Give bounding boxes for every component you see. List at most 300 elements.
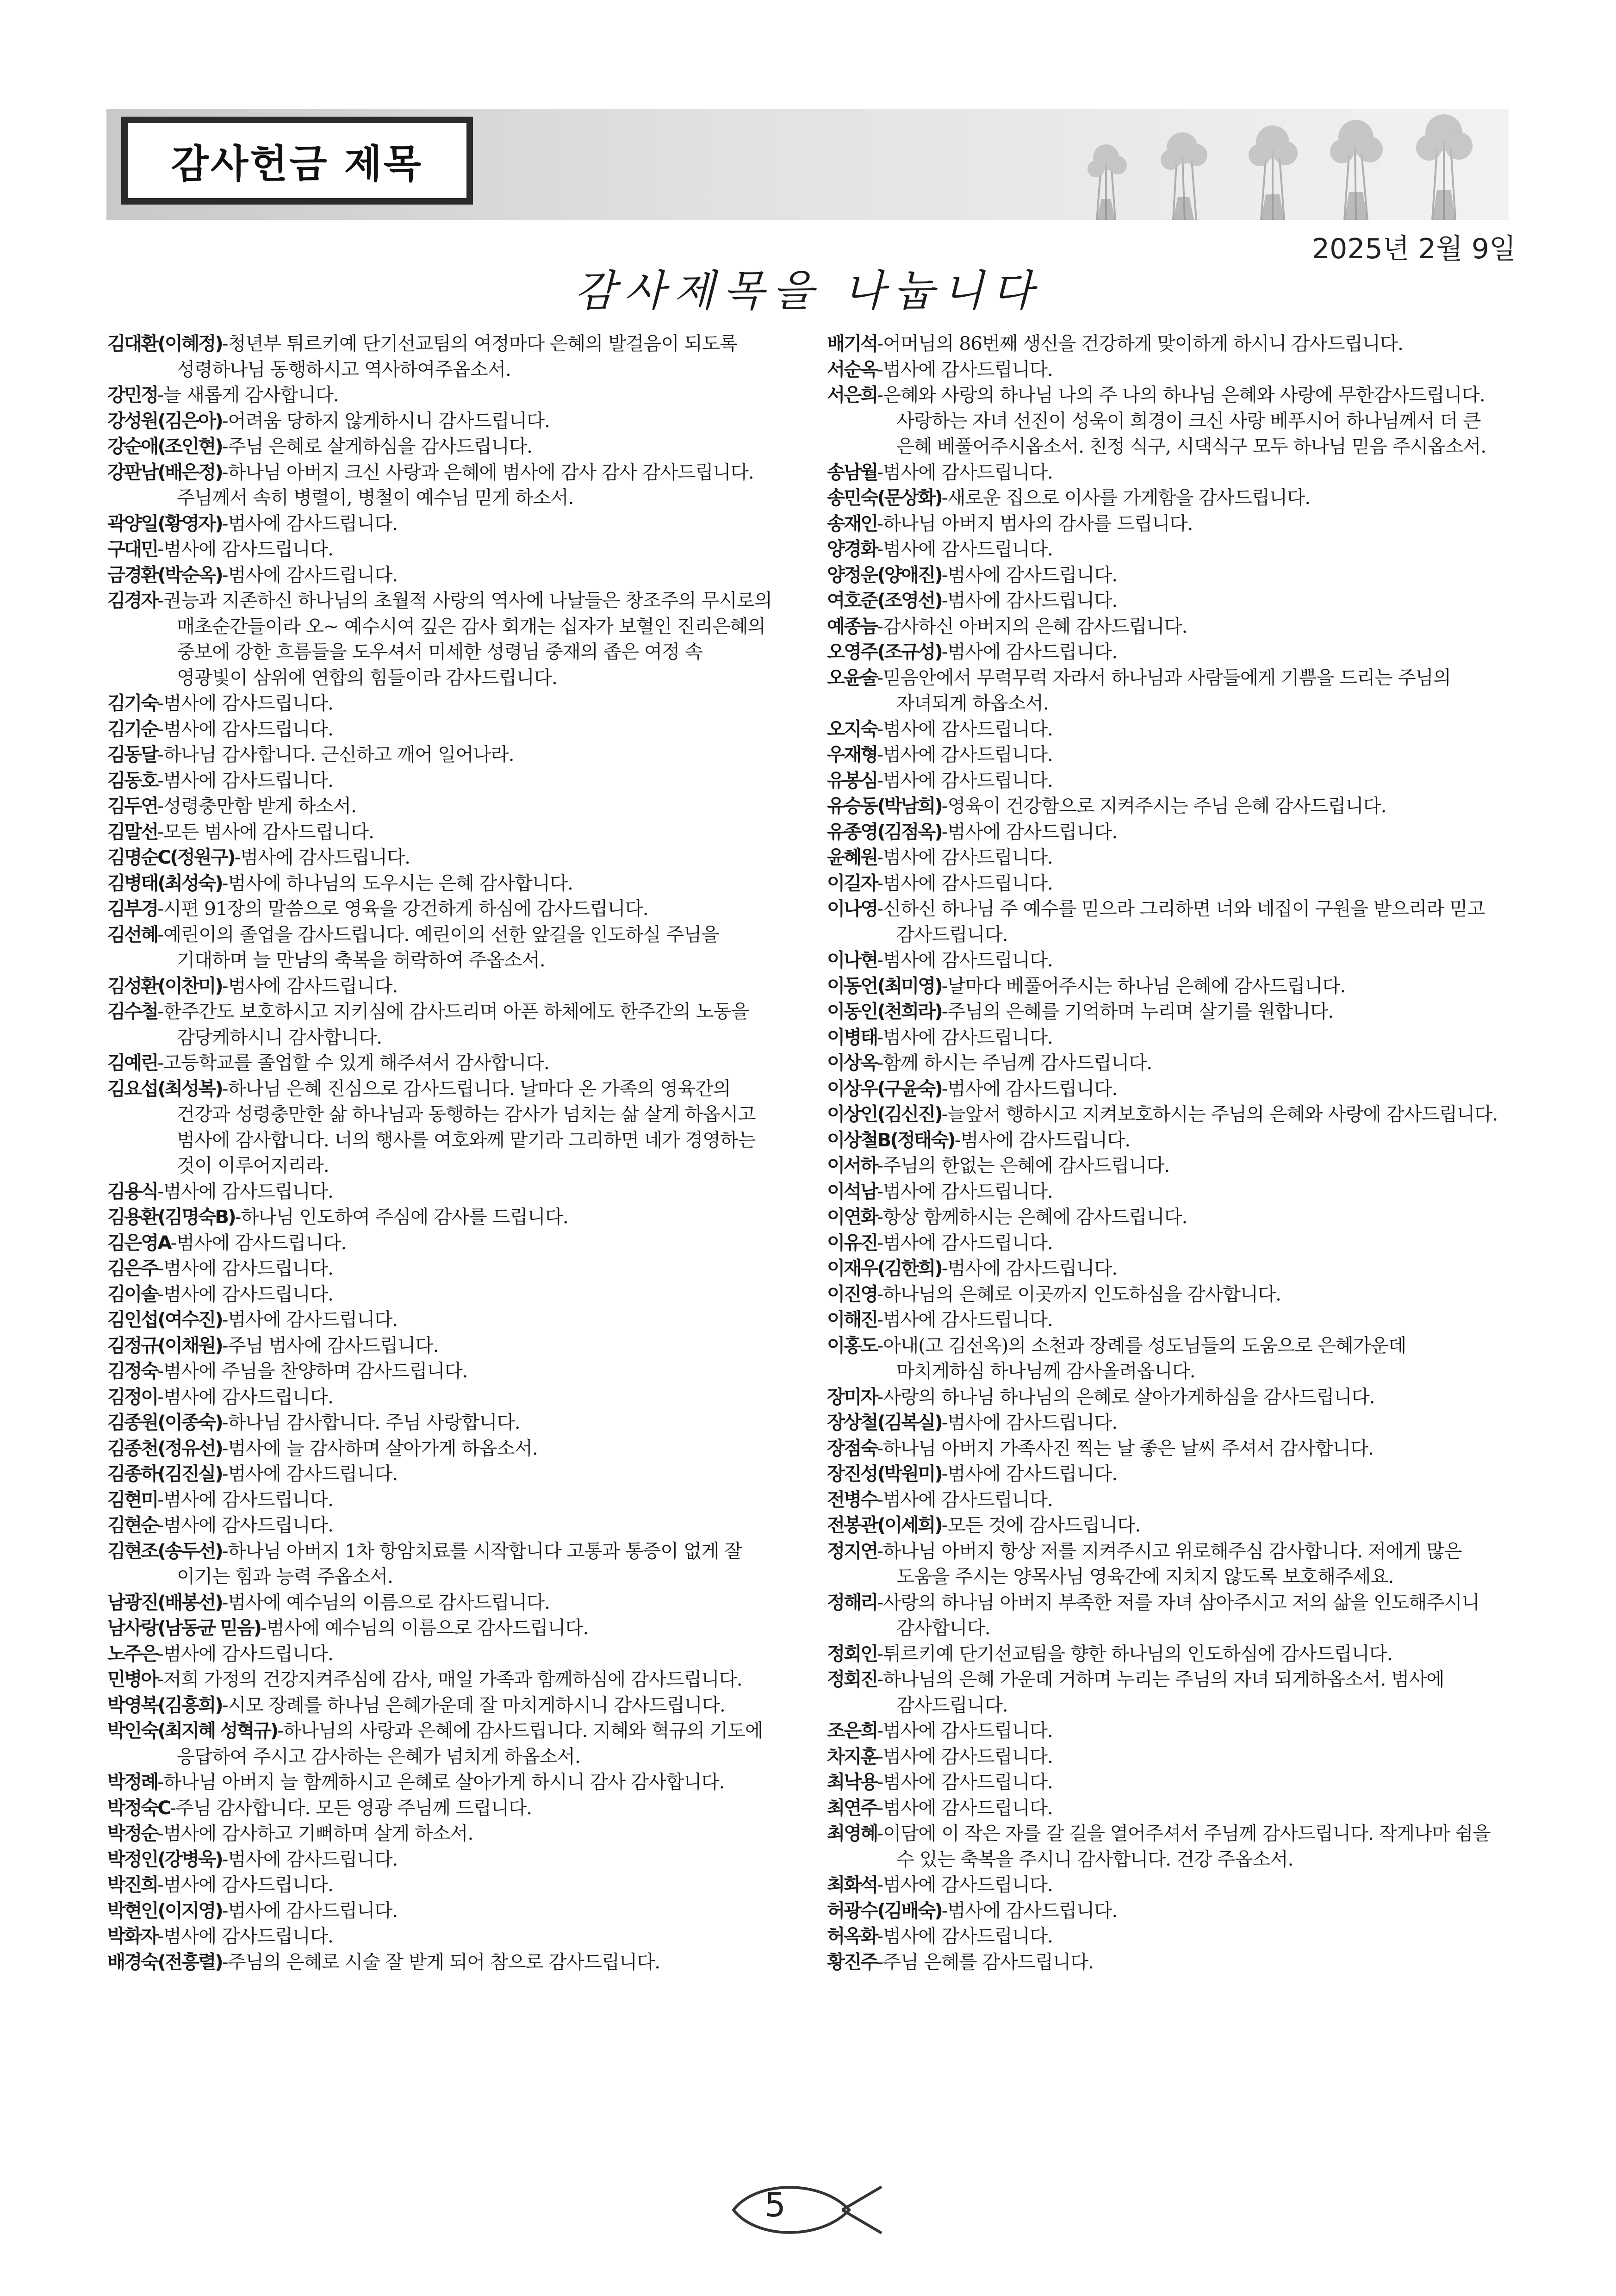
thanks-text: -범사에 감사드립니다. bbox=[877, 538, 1053, 560]
offering-entry bbox=[827, 1050, 1498, 1076]
thanks-text: -범사에 감사드립니다. bbox=[157, 1257, 333, 1279]
donor-name: 김은주 bbox=[107, 1257, 158, 1279]
donor-name: 허옥화 bbox=[827, 1925, 877, 1947]
thanks-text: -범사에 감사드립니다. bbox=[941, 1899, 1118, 1922]
donor-name: 김이솔 bbox=[107, 1282, 158, 1305]
offering-entry bbox=[107, 1718, 778, 1769]
donor-name: 박정숙C bbox=[107, 1796, 170, 1819]
offering-entry bbox=[107, 1769, 778, 1795]
donor-name: 조은희 bbox=[827, 1719, 877, 1742]
thanks-text: -범사에 감사드립니다. bbox=[170, 1231, 347, 1254]
donor-name: 오윤술 bbox=[827, 666, 877, 689]
thanks-text: -하나님 인도하여 주심에 감사를 드립니다. bbox=[235, 1206, 568, 1228]
offering-entry bbox=[827, 1153, 1498, 1179]
thanks-text: -어머님의 86번째 생신을 건강하게 맞이하게 하시니 감사드립니다. bbox=[877, 332, 1403, 355]
thanks-text: -범사에 감사드립니다. bbox=[877, 1796, 1053, 1819]
thanks-text: -날마다 베풀어주시는 하나님 은혜에 감사드립니다. bbox=[941, 974, 1346, 997]
thanks-text: -범사에 감사드립니다. bbox=[877, 1180, 1053, 1202]
donor-name: 김정이 bbox=[107, 1385, 158, 1408]
donor-name: 박인숙(최지혜 성혁규) bbox=[107, 1719, 278, 1742]
offering-entry bbox=[827, 1025, 1498, 1051]
donor-name: 노주은 bbox=[107, 1642, 158, 1665]
donor-name: 송민숙(문상화) bbox=[827, 486, 942, 509]
offering-entry bbox=[827, 1436, 1498, 1462]
offering-entry bbox=[107, 999, 778, 1050]
offering-entry bbox=[827, 665, 1498, 716]
donor-name: 오영주(조규성) bbox=[827, 641, 942, 663]
donor-name: 이상철B(정태숙) bbox=[827, 1128, 955, 1151]
donor-name: 전병수 bbox=[827, 1488, 877, 1511]
offering-entry bbox=[827, 485, 1498, 511]
thanks-text: -새로운 집으로 이사를 가게함을 감사드립니다. bbox=[941, 486, 1311, 509]
donor-name: 이해진 bbox=[827, 1308, 877, 1331]
thanks-text: -범사에 감사드립니다. bbox=[222, 1462, 398, 1485]
donor-name: 유승동(박남희) bbox=[827, 795, 942, 817]
thanks-text: -예린이의 졸업을 감사드립니다. 예린이의 선한 앞길을 인도하실 주님을 기대하며 늘 만남의 축복을 허락하여 주옵소서. bbox=[157, 923, 719, 971]
offering-entry bbox=[107, 511, 778, 537]
thanks-text: -시편 91장의 말씀으로 영육을 강건하게 하심에 감사드립니다. bbox=[157, 897, 648, 920]
offering-entry bbox=[827, 1512, 1498, 1538]
donor-name: 배경숙(전흥렬) bbox=[107, 1950, 222, 1973]
donor-name: 양경화 bbox=[827, 538, 877, 560]
donor-name: 강판남(배은정) bbox=[107, 460, 222, 483]
thanks-text: -주님의 은혜로 시술 잘 받게 되어 참으로 감사드립니다. bbox=[222, 1950, 660, 1973]
offering-entry bbox=[827, 1744, 1498, 1770]
thanks-text: -범사에 감사드립니다. bbox=[877, 1026, 1053, 1048]
donor-name: 윤혜원 bbox=[827, 846, 877, 868]
donor-name: 민병아 bbox=[107, 1668, 158, 1690]
thanks-text: -범사에 감사드립니다. bbox=[941, 589, 1118, 611]
offering-entry bbox=[107, 1795, 778, 1821]
thanks-text: -어려움 당하지 않게하시니 감사드립니다. bbox=[222, 409, 550, 432]
thanks-text: -늘앞서 행하시고 지켜보호하시는 주님의 은혜와 사랑에 감사드립니다. bbox=[941, 1103, 1498, 1125]
donor-name: 최연주 bbox=[827, 1796, 877, 1819]
donor-name: 여호준(조영선) bbox=[827, 589, 942, 611]
donor-name: 박영복(김흥희) bbox=[107, 1693, 222, 1716]
thanks-text: -범사에 감사드립니다. bbox=[157, 1282, 333, 1305]
offering-entry bbox=[107, 1872, 778, 1898]
donor-name: 유종영(김점옥) bbox=[827, 820, 942, 843]
donor-name: 정회인 bbox=[827, 1642, 877, 1665]
offering-entry bbox=[107, 1256, 778, 1282]
thanks-text: -범사에 감사드립니다. bbox=[157, 1873, 333, 1896]
donor-name: 이서하 bbox=[827, 1154, 877, 1176]
thanks-text: -권능과 지존하신 하나님의 초월적 사랑의 역사에 나날들은 창조주의 무시로의 매초순간들이라 오~ 예수시여 깊은 감사 회개는 십자가 보혈인 진리은혜의 중보에 강한 흐름들을 도우셔서 미세한 성령님 중재의 좁은 여정 속 영광빛이 삼위에 연합의 힘들이라 감사드립니다. bbox=[157, 589, 772, 689]
donor-name: 송재인 bbox=[827, 512, 877, 535]
thanks-text: -영육이 건강함으로 지켜주시는 주님 은혜 감사드립니다. bbox=[941, 795, 1386, 817]
thanks-text: -주님 범사에 감사드립니다. bbox=[222, 1334, 439, 1356]
offering-entry bbox=[107, 536, 778, 562]
offering-entry bbox=[827, 588, 1498, 614]
donor-name: 정해리 bbox=[827, 1591, 877, 1613]
offering-entry bbox=[827, 1076, 1498, 1102]
offering-entry bbox=[107, 973, 778, 999]
offering-entry bbox=[827, 1101, 1498, 1127]
thanks-text: -항상 함께하시는 은혜에 감사드립니다. bbox=[877, 1206, 1187, 1228]
donor-name: 김수철 bbox=[107, 1000, 158, 1022]
thanks-text: -범사에 감사드립니다. bbox=[877, 1925, 1053, 1947]
donor-name: 김종원(이종숙) bbox=[107, 1411, 222, 1433]
offering-entry bbox=[107, 793, 778, 819]
donor-name: 김동달 bbox=[107, 743, 158, 765]
offering-entry bbox=[107, 1487, 778, 1513]
thanks-text: -범사에 감사드립니다. bbox=[157, 1514, 333, 1536]
thanks-text: -범사에 감사드립니다. bbox=[222, 1899, 398, 1922]
thanks-text: -범사에 감사드립니다. bbox=[877, 769, 1053, 791]
donor-name: 김현조(송두선) bbox=[107, 1539, 222, 1562]
offering-entry bbox=[827, 1410, 1498, 1436]
donor-name: 김종하(김진실) bbox=[107, 1462, 222, 1485]
offering-entry bbox=[827, 1898, 1498, 1924]
thanks-text: -범사에 감사드립니다. bbox=[157, 1385, 333, 1408]
thanks-text: -튀르키예 단기선교팀을 향한 하나님의 인도하심에 감사드립니다. bbox=[877, 1642, 1392, 1665]
donor-name: 김정규(이채원) bbox=[107, 1334, 222, 1356]
offering-entry bbox=[827, 768, 1498, 794]
donor-name: 김말선 bbox=[107, 820, 158, 843]
donor-name: 김용환(김명숙B) bbox=[107, 1206, 235, 1228]
thanks-text: -하나님 아버지 항상 저를 지켜주시고 위로해주심 감사합니다. 저에게 많은 도움을 주시는 양목사님 영육간에 지치지 않도록 보호해주세요. bbox=[877, 1539, 1462, 1587]
thanks-text: -하나님 감사합니다. 주님 사랑합니다. bbox=[222, 1411, 520, 1433]
offering-entry bbox=[827, 357, 1498, 383]
thanks-text: -범사에 감사드립니다. bbox=[877, 460, 1053, 483]
donor-name: 김선혜 bbox=[107, 923, 158, 946]
thanks-text: -주님의 은혜를 기억하며 누리며 살기를 원합니다. bbox=[941, 1000, 1334, 1022]
page-number-badge bbox=[729, 2175, 886, 2245]
offering-entry bbox=[107, 1307, 778, 1333]
offering-entry bbox=[827, 1461, 1498, 1487]
thanks-text: -주님의 한없는 은혜에 감사드립니다. bbox=[877, 1154, 1170, 1176]
donor-name: 김현순 bbox=[107, 1514, 158, 1536]
offering-entry bbox=[107, 845, 778, 871]
offering-entry bbox=[107, 1179, 778, 1205]
thanks-text: -범사에 감사드립니다. bbox=[157, 1642, 333, 1665]
offering-entry bbox=[107, 382, 778, 408]
offering-entry bbox=[827, 896, 1498, 947]
offering-entry bbox=[827, 1795, 1498, 1821]
donor-name: 김현미 bbox=[107, 1488, 158, 1511]
offering-entry bbox=[827, 1230, 1498, 1256]
donor-name: 유봉심 bbox=[827, 769, 877, 791]
offering-entry bbox=[107, 1847, 778, 1873]
offering-entry bbox=[107, 1692, 778, 1718]
thanks-text: -하나님의 사랑과 은혜에 감사드립니다. 지혜와 혁규의 기도에 응답하여 주시고 감사하는 은혜가 넘치게 하옵소서. bbox=[177, 1719, 763, 1767]
offering-entry bbox=[107, 331, 778, 382]
offering-entry bbox=[107, 1512, 778, 1538]
donor-name: 김성환(이찬미) bbox=[107, 974, 222, 997]
offering-entry bbox=[107, 1436, 778, 1462]
offering-entry bbox=[107, 1333, 778, 1359]
offering-entry bbox=[827, 1127, 1498, 1153]
offering-entry bbox=[107, 1358, 778, 1384]
thanks-text: -범사에 감사드립니다. bbox=[157, 692, 333, 714]
offering-entry bbox=[107, 562, 778, 588]
offering-entry bbox=[827, 742, 1498, 768]
offering-entry bbox=[827, 1282, 1498, 1307]
subtitle: 감사제목을 나눕니다 bbox=[574, 266, 1042, 316]
thanks-text: -사랑의 하나님 하나님의 은혜로 살아가게하심을 감사드립니다. bbox=[877, 1385, 1375, 1408]
offering-entry bbox=[827, 1769, 1498, 1795]
thanks-text: -범사에 감사드립니다. bbox=[941, 1257, 1118, 1279]
donor-name: 박정인(강병욱) bbox=[107, 1848, 222, 1870]
thanks-text: -범사에 감사드립니다. bbox=[877, 1231, 1053, 1254]
offering-entry bbox=[827, 1821, 1498, 1872]
thanks-text: -범사에 감사드립니다. bbox=[157, 1925, 333, 1947]
offering-entry bbox=[827, 1949, 1498, 1975]
thanks-text: -주님 은혜로 살게하심을 감사드립니다. bbox=[222, 435, 532, 457]
offering-entry bbox=[107, 819, 778, 845]
thanks-text: -하나님 아버지 1차 항암치료를 시작합니다 고통과 통증이 없게 잘 이기는 힘과 능력 주옵소서. bbox=[177, 1539, 742, 1587]
thanks-text: -하나님의 은혜로 이곳까지 인도하심을 감사합니다. bbox=[877, 1282, 1281, 1305]
offering-entry bbox=[107, 408, 778, 434]
offering-entry bbox=[107, 434, 778, 460]
thanks-text: -성령충만함 받게 하소서. bbox=[157, 795, 356, 817]
offering-entry bbox=[827, 871, 1498, 896]
donor-name: 송남월 bbox=[827, 460, 877, 483]
offering-entry bbox=[107, 1410, 778, 1436]
offering-entry bbox=[827, 1718, 1498, 1744]
offering-entry bbox=[827, 460, 1498, 485]
donor-name: 이병태 bbox=[827, 1026, 877, 1048]
donor-name: 장미자 bbox=[827, 1385, 877, 1408]
thanks-text: -범사에 감사드립니다. bbox=[222, 974, 398, 997]
thanks-text: -범사에 감사드립니다. bbox=[877, 949, 1053, 971]
thanks-text: -범사에 감사드립니다. bbox=[941, 1462, 1118, 1485]
thanks-text: -범사에 감사드립니다. bbox=[954, 1128, 1131, 1151]
thanks-text: -범사에 감사드립니다. bbox=[877, 1873, 1053, 1896]
donor-name: 오지숙 bbox=[827, 717, 877, 740]
offering-entry bbox=[107, 1204, 778, 1230]
donor-name: 박정순 bbox=[107, 1822, 158, 1844]
offering-entry bbox=[827, 1487, 1498, 1513]
offering-entry bbox=[107, 1538, 778, 1590]
donor-name: 남사랑(남동균 믿음) bbox=[107, 1617, 261, 1639]
thanks-text: -모든 범사에 감사드립니다. bbox=[157, 820, 374, 843]
donor-name: 이재우(김한희) bbox=[827, 1257, 942, 1279]
thanks-text: -주님 감사합니다. 모든 영광 주님께 드립니다. bbox=[170, 1796, 532, 1819]
offering-entry bbox=[107, 768, 778, 794]
donor-name: 양정운(양애진) bbox=[827, 563, 942, 586]
donor-name: 이연화 bbox=[827, 1206, 877, 1228]
offering-entry bbox=[827, 845, 1498, 871]
offering-entry bbox=[827, 382, 1498, 460]
offering-entry bbox=[107, 1050, 778, 1076]
donor-name: 장상철(김복실) bbox=[827, 1411, 942, 1433]
thanks-text: -범사에 감사드립니다. bbox=[222, 563, 398, 586]
offering-entry bbox=[107, 922, 778, 973]
offering-entry bbox=[107, 716, 778, 742]
donor-name: 구대민 bbox=[107, 538, 158, 560]
thanks-text: -범사에 감사드립니다. bbox=[222, 1308, 398, 1331]
donor-name: 이나영 bbox=[827, 897, 877, 920]
thanks-text: -범사에 감사드립니다. bbox=[877, 871, 1053, 894]
thanks-text: -범사에 감사드립니다. bbox=[877, 1488, 1053, 1511]
donor-name: 이동인(천희라) bbox=[827, 1000, 942, 1022]
donor-name: 김예린 bbox=[107, 1052, 158, 1074]
offering-entry bbox=[107, 896, 778, 922]
donor-name: 금경환(박순옥) bbox=[107, 563, 222, 586]
offering-entry bbox=[827, 1872, 1498, 1898]
donor-name: 김기숙 bbox=[107, 692, 158, 714]
thanks-text: -범사에 늘 감사하며 살아가게 하옵소서. bbox=[222, 1437, 538, 1459]
offering-entry bbox=[827, 1307, 1498, 1333]
thanks-text: -범사에 감사드립니다. bbox=[877, 743, 1053, 765]
donor-name: 황진주 bbox=[827, 1950, 877, 1973]
thanks-text: -범사에 감사드립니다. bbox=[877, 358, 1053, 380]
donor-name: 김용식 bbox=[107, 1180, 158, 1202]
donor-name: 정회진 bbox=[827, 1668, 877, 1690]
offering-entry bbox=[827, 793, 1498, 819]
thanks-text: -범사에 감사하고 기뻐하며 살게 하소서. bbox=[157, 1822, 473, 1844]
thanks-text: -범사에 감사드립니다. bbox=[877, 1308, 1053, 1331]
thanks-text: -고등학교를 졸업할 수 있게 해주셔서 감사합니다. bbox=[157, 1052, 549, 1074]
donor-name: 이길자 bbox=[827, 871, 877, 894]
thanks-text: -범사에 감사드립니다. bbox=[877, 1745, 1053, 1767]
donor-name: 이유진 bbox=[827, 1231, 877, 1254]
donor-name: 강성원(김은아) bbox=[107, 409, 222, 432]
thanks-text: -감사하신 아버지의 은혜 감사드립니다. bbox=[877, 615, 1187, 637]
thanks-text: -사랑의 하나님 아버지 부족한 저를 자녀 삼아주시고 저의 삶을 인도해주시니 감사합니다. bbox=[877, 1591, 1479, 1639]
donor-name: 김경자 bbox=[107, 589, 158, 611]
offering-entry bbox=[827, 1179, 1498, 1205]
offering-entry bbox=[107, 1461, 778, 1487]
thanks-text: -청년부 튀르키예 단기선교팀의 여정마다 은혜의 발걸음이 되도록 성령하나님 동행하시고 역사하여주옵소서. bbox=[177, 332, 738, 380]
offering-entry bbox=[107, 1615, 778, 1641]
donor-name: 전봉관(이세희) bbox=[827, 1514, 942, 1536]
offering-entry bbox=[827, 1256, 1498, 1282]
offering-entry bbox=[827, 1923, 1498, 1949]
thanks-text: -범사에 감사드립니다. bbox=[222, 512, 398, 535]
donor-name: 배기석 bbox=[827, 332, 877, 355]
donor-name: 김인섭(여수진) bbox=[107, 1308, 222, 1331]
thanks-text: -한주간도 보호하시고 지키심에 감사드리며 아픈 하체에도 한주간의 노동을 감당케하시니 감사합니다. bbox=[157, 1000, 749, 1048]
thanks-text: -범사에 감사드립니다. bbox=[157, 717, 333, 740]
offering-entry bbox=[107, 1230, 778, 1256]
donor-name: 김병태(최성숙) bbox=[107, 871, 222, 894]
donor-name: 이진영 bbox=[827, 1282, 877, 1305]
offering-entry bbox=[827, 511, 1498, 537]
offering-entry bbox=[827, 1333, 1498, 1384]
offering-entry bbox=[827, 1590, 1498, 1641]
donor-name: 서은희 bbox=[827, 384, 877, 406]
thanks-text: -하나님 아버지 범사의 감사를 드립니다. bbox=[877, 512, 1193, 535]
donor-name: 이나현 bbox=[827, 949, 877, 971]
thanks-text: -범사에 감사드립니다. bbox=[941, 1077, 1118, 1100]
donor-name: 남광진(배봉선) bbox=[107, 1591, 222, 1613]
thanks-text: -범사에 감사드립니다. bbox=[941, 641, 1118, 663]
donor-name: 최영혜 bbox=[827, 1822, 877, 1844]
left-column bbox=[107, 331, 778, 1975]
offering-entry bbox=[107, 1282, 778, 1307]
donor-name: 이상옥 bbox=[827, 1052, 877, 1074]
offering-entry bbox=[827, 973, 1498, 999]
offering-entry bbox=[827, 1641, 1498, 1667]
offering-entry bbox=[827, 999, 1498, 1025]
donor-name: 박현인(이지영) bbox=[107, 1899, 222, 1922]
offering-entry bbox=[827, 614, 1498, 640]
donor-name: 김정숙 bbox=[107, 1360, 158, 1382]
donor-name: 우재형 bbox=[827, 743, 877, 765]
offering-entry bbox=[107, 588, 778, 691]
donor-name: 강순애(조인현) bbox=[107, 435, 222, 457]
donor-name: 이석남 bbox=[827, 1180, 877, 1202]
donor-name: 김대환(이혜정) bbox=[107, 332, 222, 355]
thanks-text: -함께 하시는 주님께 감사드립니다. bbox=[877, 1052, 1152, 1074]
offering-entry bbox=[827, 1384, 1498, 1410]
offering-entry bbox=[827, 819, 1498, 845]
offering-entry bbox=[827, 947, 1498, 973]
thanks-text: -범사에 하나님의 도우시는 은혜 감사합니다. bbox=[222, 871, 573, 894]
thanks-text: -은혜와 사랑의 하나님 나의 주 나의 하나님 은혜와 사랑에 무한감사드립니다. 사랑하는 자녀 선진이 성욱이 희경이 크신 사랑 베푸시어 하나님께서 더 큰 은혜 베풀어주시옵소서. 친정 식구, 시댁식구 모두 하나님 믿음 주시옵소서. bbox=[877, 384, 1486, 457]
offering-entry bbox=[107, 1667, 778, 1692]
thanks-text: -범사에 감사드립니다. bbox=[877, 717, 1053, 740]
donor-name: 장진성(박원미) bbox=[827, 1462, 942, 1485]
thanks-text: -범사에 감사드립니다. bbox=[157, 538, 333, 560]
thanks-text: -시모 장례를 하나님 은혜가운데 잘 마치게하시니 감사드립니다. bbox=[222, 1693, 725, 1716]
donor-name: 장점숙 bbox=[827, 1437, 877, 1459]
offering-entry bbox=[107, 1076, 778, 1179]
thanks-text: -믿음안에서 무럭무럭 자라서 하나님과 사람들에게 기쁨을 드리는 주님의 자녀되게 하옵소서. bbox=[877, 666, 1451, 714]
donor-name: 정지연 bbox=[827, 1539, 877, 1562]
thanks-text: -아내(고 김선옥)의 소천과 장례를 성도님들의 도움으로 은혜가운데 마치게하심 하나님께 감사올려옵니다. bbox=[877, 1334, 1406, 1382]
thanks-text: -범사에 감사드립니다. bbox=[877, 1771, 1053, 1793]
donor-name: 김부경 bbox=[107, 897, 158, 920]
offering-entry bbox=[827, 1538, 1498, 1590]
thanks-text: -범사에 감사드립니다. bbox=[877, 846, 1053, 868]
donor-name: 이상우(구윤숙) bbox=[827, 1077, 942, 1100]
thanks-text: -범사에 주님을 찬양하며 감사드립니다. bbox=[157, 1360, 468, 1382]
date-label: 2025년 2월 9일 bbox=[1311, 233, 1516, 265]
flower-vase-decoration bbox=[1078, 109, 1509, 220]
offering-entry bbox=[827, 536, 1498, 562]
donor-name: 박진희 bbox=[107, 1873, 158, 1896]
offering-entry bbox=[107, 1949, 778, 1975]
donor-name: 최낙용 bbox=[827, 1771, 877, 1793]
page-title: 감사헌금 제목 bbox=[121, 117, 473, 205]
donor-name: 허광수(김배숙) bbox=[827, 1899, 942, 1922]
donor-name: 김명순C(정원구) bbox=[107, 846, 235, 868]
offering-entry bbox=[107, 460, 778, 511]
donor-name: 강민정 bbox=[107, 384, 158, 406]
thanks-text: -주님 은혜를 감사드립니다. bbox=[877, 1950, 1094, 1973]
thanks-text: -늘 새롭게 감사합니다. bbox=[157, 384, 339, 406]
thanks-text: -범사에 예수님의 이름으로 감사드립니다. bbox=[222, 1591, 550, 1613]
thanks-text: -범사에 감사드립니다. bbox=[877, 1719, 1053, 1742]
donor-name: 서순옥 bbox=[827, 358, 877, 380]
donor-name: 이홍도 bbox=[827, 1334, 877, 1356]
thanks-text: -모든 것에 감사드립니다. bbox=[941, 1514, 1141, 1536]
thanks-text: -하나님 감사합니다. 근신하고 깨어 일어나라. bbox=[157, 743, 514, 765]
offering-entry bbox=[107, 1384, 778, 1410]
thanks-text: -하나님 은혜 진심으로 감사드립니다. 날마다 온 가족의 영육간의 건강과 성령충만한 삶 하나님과 동행하는 감사가 넘치는 삶 살게 하옵시고 범사에 감사합니다. 너의 행사를 여호와께 맡기라 그리하면 네가 경영하는 것이 이루어지리라. bbox=[177, 1077, 756, 1176]
offering-entry bbox=[107, 742, 778, 768]
donor-name: 최화석 bbox=[827, 1873, 877, 1896]
thanks-text: -범사에 감사드립니다. bbox=[222, 1848, 398, 1870]
right-column bbox=[827, 331, 1498, 1975]
thanks-text: -범사에 감사드립니다. bbox=[941, 563, 1118, 586]
offering-entry bbox=[107, 1821, 778, 1847]
thanks-text: -범사에 감사드립니다. bbox=[941, 1411, 1118, 1433]
offering-entry bbox=[827, 716, 1498, 742]
thanks-text: -저희 가정의 건강지켜주심에 감사, 매일 가족과 함께하심에 감사드립니다. bbox=[157, 1668, 742, 1690]
thanks-text: -하나님 아버지 가족사진 찍는 날 좋은 날씨 주셔서 감사합니다. bbox=[877, 1437, 1374, 1459]
offering-entry bbox=[107, 871, 778, 896]
thanks-text: -하나님의 은혜 가운데 거하며 누리는 주님의 자녀 되게하옵소서. 범사에 감사드립니다. bbox=[877, 1668, 1444, 1716]
thanks-text: -하나님 아버지 크신 사랑과 은혜에 범사에 감사 감사 감사드립니다. 주님께서 속히 병렬이, 병철이 예수님 믿게 하소서. bbox=[177, 460, 754, 509]
donor-name: 김요섭(최성복) bbox=[107, 1077, 222, 1100]
thanks-text: -범사에 감사드립니다. bbox=[157, 769, 333, 791]
offering-entry bbox=[827, 639, 1498, 665]
donor-name: 이동언(최미영) bbox=[827, 974, 942, 997]
